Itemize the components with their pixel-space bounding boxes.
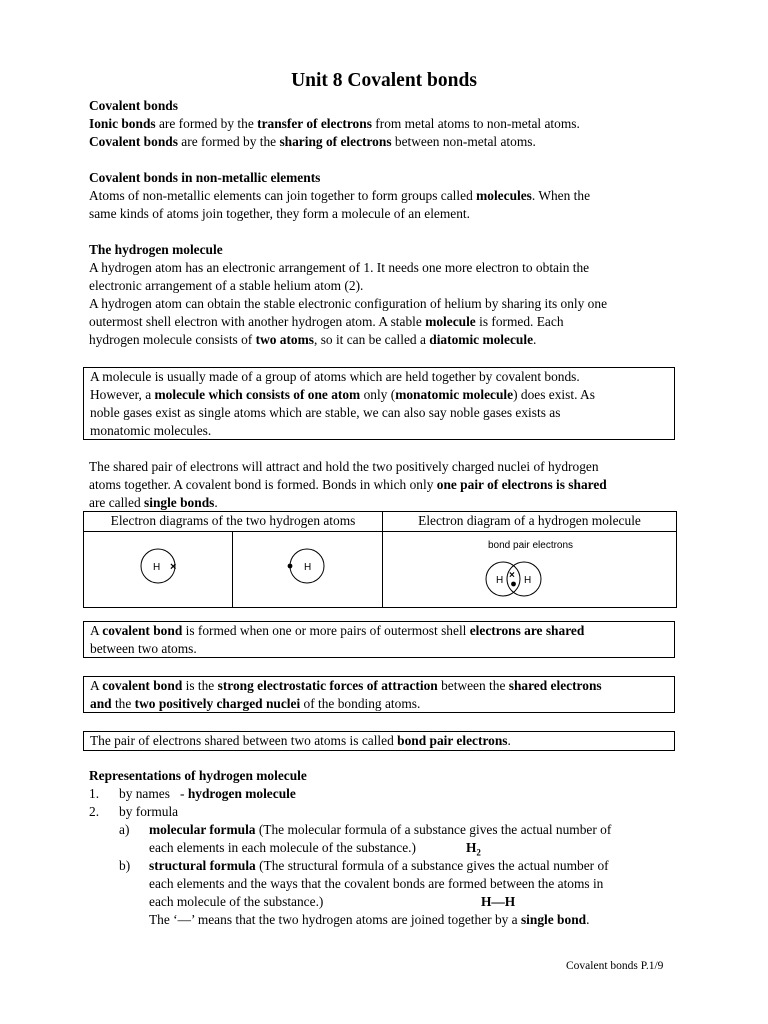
diagram-header-row: [84, 512, 677, 532]
definition-box-attraction: [83, 676, 675, 713]
text-line: same kinds of atoms join together, they form a molecule of an element.: [89, 206, 470, 221]
hydrogen-atom-diagram-2: [233, 532, 383, 608]
definition-box-covalent-bond: [83, 621, 675, 658]
section-heading: The hydrogen molecule: [89, 242, 223, 257]
diagram-header-molecule: Electron diagram of a hydrogen molecule: [383, 512, 677, 532]
list-item: 1. by names - hydrogen molecule: [89, 786, 296, 801]
text-line: A molecule is usually made of a group of atoms which are held together by covalent bonds.: [90, 369, 580, 384]
section-heading: Covalent bonds: [89, 98, 178, 113]
bond-pair-label: bond pair electrons: [488, 540, 574, 551]
sub-list-item-continued: each elements in each molecule of the substance.) $H_2$: [89, 839, 689, 857]
electron-diagram-table: [83, 511, 677, 608]
section-heading: Representations of hydrogen molecule: [89, 768, 307, 783]
representations-section: [89, 767, 689, 929]
text-line: A covalent bond is the strong electrostatic forces of attraction between the shared electrons: [90, 678, 602, 693]
text-line: However, a molecule which consists of one atom only (monatomic molecule) does exist. As: [90, 387, 595, 402]
text-line: between two atoms.: [90, 641, 197, 656]
list-item: 2. by formula: [89, 804, 179, 819]
section-single-bonds: [89, 458, 689, 512]
text-line: are called single bonds.: [89, 495, 218, 510]
section-heading: Covalent bonds in non-metallic elements: [89, 170, 321, 185]
text-line: A hydrogen atom has an electronic arrangement of 1. It needs one more electron to obtain the: [89, 260, 590, 275]
sub-list-item-continued: The ‘—’ means that the two hydrogen atoms are joined together by a single bond.: [149, 912, 590, 927]
text-line: noble gases exist as single atoms which are stable, we can also say noble gases exists as: [90, 405, 561, 420]
page-footer: Covalent bonds P.1/9: [566, 960, 664, 972]
electron-dot-icon: [288, 564, 293, 569]
hydrogen-atom-2-svg: [233, 532, 382, 602]
sub-list-item: b) structural formula (The structural formula of a substance gives the actual number of: [119, 858, 609, 873]
section-covalent-bonds: [89, 97, 689, 151]
hydrogen-molecule-svg: [383, 532, 676, 602]
text-line: The pair of electrons shared between two atoms is called bond pair electrons.: [90, 733, 511, 748]
sub-list-item-continued: each molecule of the substance.) H—H: [149, 894, 516, 909]
text-line: monatomic molecules.: [90, 423, 212, 438]
section-non-metallic: [89, 169, 689, 223]
hydrogen-molecule-diagram: [383, 532, 677, 608]
page-title: Unit 8 Covalent bonds: [291, 70, 477, 91]
text-line: electronic arrangement of a stable helium atom (2).: [89, 278, 364, 293]
structural-formula: H—H: [481, 894, 516, 909]
diagram-body-row: [84, 532, 677, 608]
electron-cross-icon: ×: [170, 561, 177, 573]
text-line: Atoms of non-metallic elements can join together to form groups called molecules. When the: [89, 188, 591, 203]
shared-electron-cross-icon: ×: [509, 570, 515, 581]
note-box-monatomic: [83, 367, 675, 440]
atom-label: H: [304, 562, 312, 573]
section-hydrogen-molecule: [89, 241, 689, 349]
shared-electron-dot-icon: [511, 582, 516, 587]
atom-label: H: [153, 562, 161, 573]
text-line: atoms together. A covalent bond is formed. Bonds in which only one pair of electrons is shared: [89, 477, 607, 492]
sub-list-item: a) molecular formula (The molecular formula of a substance gives the actual number of: [119, 822, 612, 837]
definition-box-bond-pair: [83, 731, 675, 751]
text-line: and the two positively charged nuclei of the bonding atoms.: [90, 696, 421, 711]
text-line: A hydrogen atom can obtain the stable electronic configuration of helium by sharing its only one: [89, 296, 608, 311]
molecular-formula: $H_2$: [466, 840, 481, 858]
hydrogen-atom-1-svg: [84, 532, 232, 602]
text-line: outermost shell electron with another hydrogen atom. A stable molecule is formed. Each: [89, 314, 564, 329]
text-line: A covalent bond is formed when one or more pairs of outermost shell electrons are shared: [90, 623, 585, 638]
text-line: hydrogen molecule consists of two atoms, so it can be called a diatomic molecule.: [89, 332, 537, 347]
atom-label-left: H: [496, 575, 504, 586]
sub-list-item-continued: each elements and the ways that the covalent bonds are formed between the atoms in: [149, 876, 604, 891]
hydrogen-atom-diagram-1: [84, 532, 233, 608]
diagram-header-atoms: Electron diagrams of the two hydrogen atoms: [84, 512, 383, 532]
text-line: Covalent bonds are formed by the sharing of electrons between non-metal atoms.: [89, 134, 536, 149]
atom-label-right: H: [524, 575, 532, 586]
text-line: Ionic bonds are formed by the transfer of electrons from metal atoms to non-metal atoms.: [89, 116, 580, 131]
text-line: The shared pair of electrons will attract and hold the two positively charged nuclei of hydrogen: [89, 459, 599, 474]
